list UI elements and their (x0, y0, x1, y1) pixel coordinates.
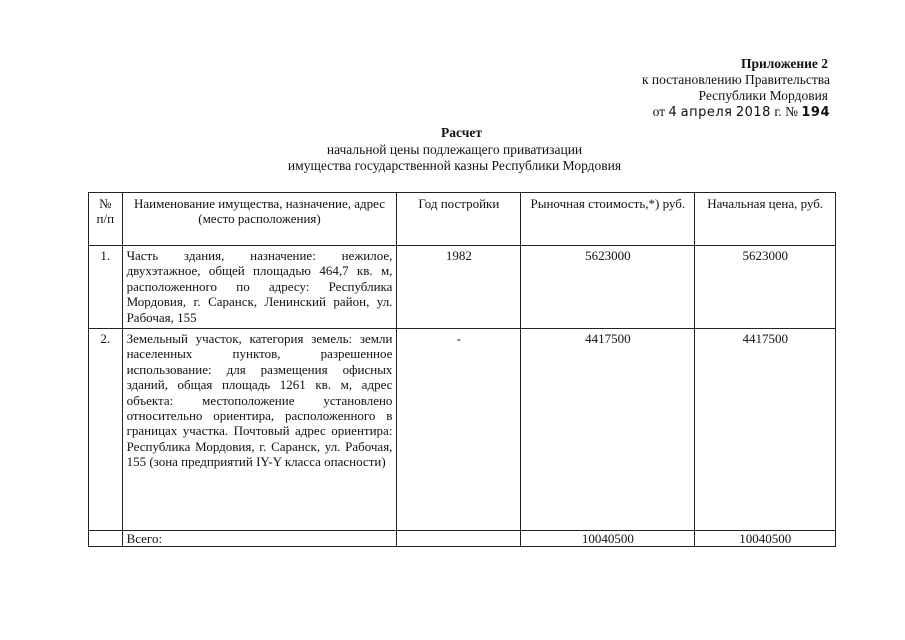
total-label: Всего: (122, 531, 397, 547)
date-year: 2018 (735, 105, 771, 120)
table-row (89, 246, 836, 329)
appendix-title: Приложение 2 (740, 56, 828, 71)
document-subtitle-line-1: начальной цены подлежащего приватизации (326, 141, 583, 157)
date-suffix: г. № (774, 104, 798, 119)
start-price: 4417500 (695, 329, 836, 531)
appendix-decree-line: к постановлению Правительства (641, 72, 830, 87)
start-price: 5623000 (695, 246, 836, 329)
document-subtitle-line-2: имущества государственной казны Республики Мордовия (287, 158, 622, 173)
appendix-republic-line: Республики Мордовия (698, 88, 828, 103)
decree-number: 194 (801, 105, 830, 120)
table-header-row (89, 193, 836, 246)
date-prefix: от (652, 104, 666, 119)
table-row (89, 329, 836, 531)
header-num: № п/п (89, 193, 123, 246)
property-description: Часть здания, назначение: нежилое, двухэтажное, общей площадью 464,7 кв. м, расположенного по адресу: Республика Мордовия, г. Саранск, Ленинский район, ул. Рабочая, 155 (122, 246, 397, 329)
row-number: 1. (89, 246, 123, 329)
market-value: 4417500 (521, 329, 695, 531)
date-month: апреля (680, 105, 733, 120)
header-year: Год постройки (397, 193, 521, 246)
total-market-value: 10040500 (521, 531, 695, 547)
price-table (88, 192, 836, 547)
row-number: 2. (89, 329, 123, 531)
document-title: Расчет (441, 125, 482, 140)
total-year-empty (397, 531, 521, 547)
appendix-block (642, 56, 830, 121)
total-row (89, 531, 836, 547)
header-name: Наименование имущества, назначение, адрес (место расположения) (122, 193, 397, 246)
property-description: Земельный участок, категория земель: земли населенных пунктов, разрешенное использование: для размещения офисных зданий, общая площадь 1261 кв. м, адрес объекта: местоположение установлено относительно ориентира, расположенного в границах участка. Почтовый адрес ориентира: Республика Мордовия, г. Саранск, ул. Рабочая, 155 (зона предприятий IY-Y класса опасности) (122, 329, 397, 531)
market-value: 5623000 (521, 246, 695, 329)
total-num-empty (89, 531, 123, 547)
calculation-heading (0, 125, 905, 175)
appendix-date-line (642, 104, 830, 121)
total-start-price: 10040500 (695, 531, 836, 547)
year-built: 1982 (397, 246, 521, 329)
header-start-price: Начальная цена, руб. (695, 193, 836, 246)
header-market-value: Рыночная стоимость,*) руб. (521, 193, 695, 246)
year-built: - (397, 329, 521, 531)
date-day: 4 (668, 105, 678, 120)
